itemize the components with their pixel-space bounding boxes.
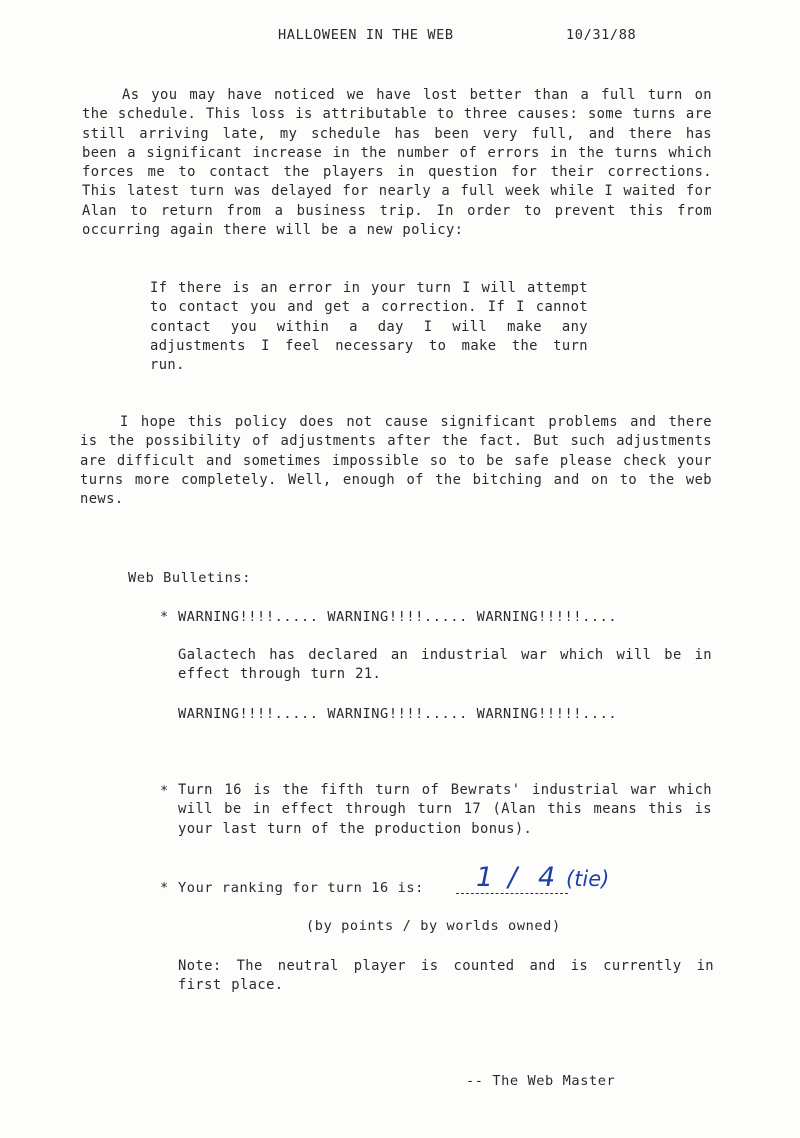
bulletins-heading: Web Bulletins: <box>128 570 251 586</box>
ranking-legend: (by points / by worlds owned) <box>306 918 561 934</box>
neutral-player-note: Note: The neutral player is counted and is currently in first place. <box>178 958 714 994</box>
intro-paragraph: As you may have noticed we have lost better than a full turn on the schedule. This loss is attributable to three causes: some turns are still arriving late, my schedule has been very full, and there has been a significant increase in the number of errors in the turns which forces me to contact the players in question for their corrections. This latest turn was delayed for nearly a full week while I waited for Alan to return from a business trip. In order to prevent this from occurring again there will be a new policy: <box>82 87 712 239</box>
warning-line: WARNING!!!!..... WARNING!!!!..... WARNING!!!!!.... <box>178 609 618 625</box>
document-title: HALLOWEEN IN THE WEB <box>278 27 454 43</box>
galactech-bulletin: Galactech has declared an industrial war which will be in effect through turn 21. <box>178 647 712 683</box>
document-date: 10/31/88 <box>566 27 637 43</box>
handwritten-points-rank: 1 <box>476 862 494 893</box>
bewrats-bulletin: Turn 16 is the fifth turn of Bewrats' industrial war which will be in effect through turn 17 (Alan this means this is your last turn of the production bonus). <box>178 782 712 837</box>
policy-paragraph: If there is an error in your turn I will attempt to contact you and get a correction. If I cannot contact you within a day I will make any adjustments I feel necessary to make the turn run. <box>150 280 588 374</box>
ranking-label: Your ranking for turn 16 is: <box>178 880 424 896</box>
handwritten-worlds-rank: 4 <box>538 862 556 893</box>
handwritten-tie-note: (tie) <box>566 867 610 891</box>
bullet-marker: * <box>160 609 169 625</box>
bullet-marker: * <box>160 880 169 896</box>
closing-paragraph: I hope this policy does not cause significant problems and there is the possibility of adjustments after the fact. But such adjustments are difficult and sometimes impossible so to be safe please check your turns more completely. Well, enough of the bitching and on to the web news. <box>80 414 712 508</box>
handwritten-slash: / <box>508 862 518 893</box>
ranking-blank-line <box>456 893 568 894</box>
signature: -- The Web Master <box>466 1073 616 1089</box>
warning-line-2: WARNING!!!!..... WARNING!!!!..... WARNING!!!!!.... <box>178 706 618 722</box>
bullet-marker: * <box>160 783 169 799</box>
